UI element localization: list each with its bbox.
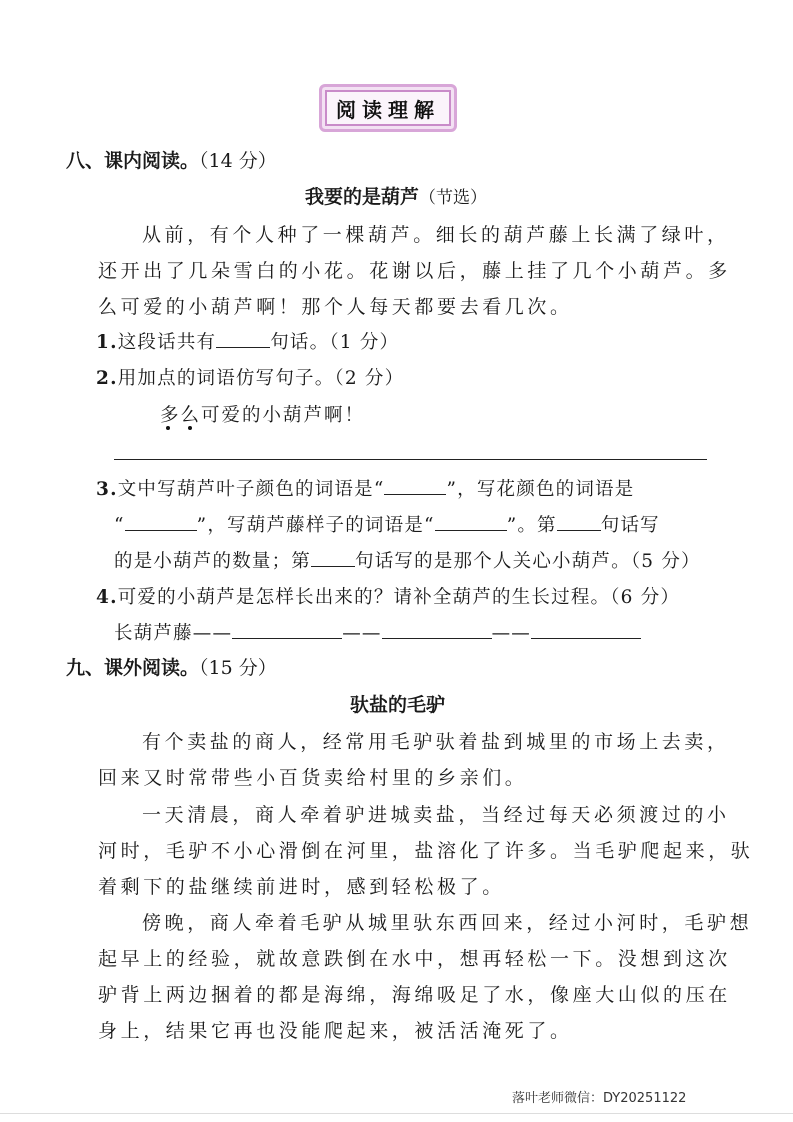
passage-2-line: 河时，毛驴不小心滑倒在河里，盐溶化了许多。当毛驴爬起来，驮 [98,840,754,862]
example-sentence: 多么可爱的小葫芦啊！ [160,405,366,426]
badge-text: 阅读理解 [336,97,440,122]
passage-2-line: 着剩下的盐继续前进时，感到轻松极了。 [98,876,505,898]
passage-2-line: 身上，结果它再也没能爬起来，被活活淹死了。 [98,1020,573,1042]
passage-2-line: 傍晚，商人牵着毛驴从城里驮东西回来，经过小河时，毛驴想 [142,912,753,934]
passage-1-line: 从前，有个人种了一棵葫芦。细长的葫芦藤上长满了绿叶， [142,224,730,246]
page-bottom-rule [0,1113,793,1114]
question-1: 1.这段话共有 句话。（1 分） [96,328,399,354]
reading-comprehension-badge [319,84,457,132]
passage-2-title: 驮盐的毛驴 [350,694,446,716]
growth-process: 长葫芦藤—— —— —— [114,619,641,645]
emphasis-dot [166,426,170,430]
answer-blank[interactable] [216,329,270,349]
passage-1-line: 么可爱的小葫芦啊！那个人每天都要去看几次。 [98,296,573,318]
passage-2-line: 驴背上两边捆着的都是海绵，海绵吸足了水，像座大山似的压在 [98,984,731,1006]
passage-2-line: 一天清晨，商人牵着驴进城卖盐，当经过每天必须渡过的小 [142,804,730,826]
question-3: 3.文中写葫芦叶子颜色的词语是“ ”，写花颜色的词语是 [96,475,634,501]
question-3-line-3: 的是小葫芦的数量；第 句话写的是那个人关心小葫芦。（5 分） [114,547,701,573]
answer-blank[interactable] [125,512,197,532]
answer-blank[interactable] [435,512,507,532]
passage-1-title: 我要的是葫芦（节选） [305,186,488,208]
dash: —— [342,623,382,644]
answer-blank[interactable] [531,620,641,640]
answer-blank[interactable] [557,512,601,532]
answer-line[interactable] [114,459,707,460]
passage-2-line: 起早上的经验，就故意跌倒在水中，想再轻松一下。没想到这次 [98,948,731,970]
footer-contact: 落叶老师微信：DY20251122 [512,1091,687,1106]
passage-1-line: 还开出了几朵雪白的小花。花谢以后，藤上挂了几个小葫芦。多 [98,260,731,282]
emphasis-dot [188,426,192,430]
question-3-line-2: “ ”，写葫芦藤样子的词语是“ ”。第 句话写 [114,511,660,537]
answer-blank[interactable] [232,620,342,640]
passage-2-line: 有个卖盐的商人，经常用毛驴驮着盐到城里的市场上去卖， [142,731,730,753]
answer-blank[interactable] [382,620,492,640]
question-4: 4.可爱的小葫芦是怎样长出来的？请补全葫芦的生长过程。（6 分） [96,587,681,608]
answer-blank[interactable] [311,548,355,568]
answer-blank[interactable] [384,476,446,496]
dash: —— [491,623,532,644]
section-9-heading: 九、课外阅读。（15 分） [66,657,277,679]
passage-2-line: 回来又时常带些小百货卖给村里的乡亲们。 [98,767,528,789]
question-2: 2.用加点的词语仿写句子。（2 分） [96,368,405,389]
section-8-heading: 八、课内阅读。（14 分） [66,150,277,172]
